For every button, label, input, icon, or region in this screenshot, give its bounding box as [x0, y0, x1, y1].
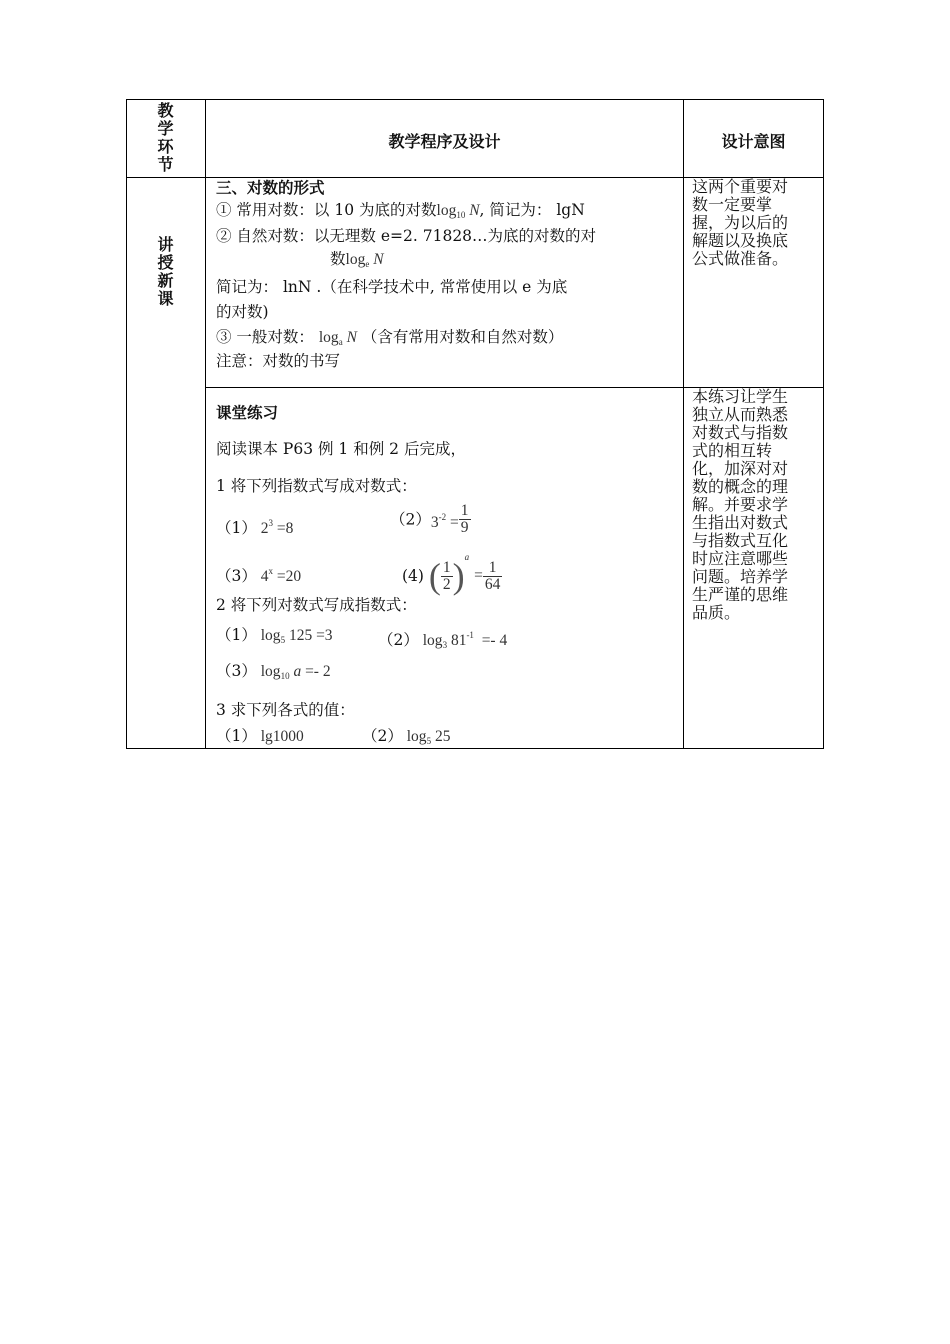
log: log — [260, 663, 281, 680]
log: log — [260, 627, 281, 644]
text: lgN — [556, 201, 585, 219]
log-base: 10 — [280, 671, 290, 681]
log-base: 5 — [426, 736, 432, 746]
q2-item-3 — [216, 661, 331, 686]
numerator: 1 — [460, 502, 469, 519]
header-char: 教 — [157, 101, 174, 120]
denominator: 2 — [442, 575, 451, 593]
log-base: 3 — [442, 640, 448, 650]
q1-item-3 — [216, 561, 301, 587]
rhs: =8 — [276, 520, 294, 537]
math-expr — [257, 627, 333, 644]
header-char: 环 — [157, 137, 174, 156]
text: （含有常用对数和自然对数） — [361, 328, 564, 346]
math-expr — [257, 520, 294, 537]
general-log-line — [216, 327, 563, 352]
numerator: 1 — [483, 560, 503, 577]
argument: 81 — [450, 632, 467, 649]
border-top — [126, 99, 824, 100]
section-title: 三、对数的形式 — [216, 179, 325, 197]
log: log — [422, 632, 443, 649]
item-label: （3） — [216, 662, 257, 680]
border-left — [126, 99, 127, 749]
log-var: N — [346, 329, 357, 346]
rhs: =- 2 — [305, 663, 331, 680]
denominator: 9 — [460, 519, 469, 536]
log-base: e — [365, 259, 370, 269]
rhs: =- 4 — [481, 632, 508, 649]
note-line: 注意：对数的书写 — [216, 352, 341, 370]
header-char: 节 — [157, 155, 174, 174]
item-label: （1） — [216, 626, 257, 644]
exponent: 3 — [268, 518, 273, 528]
natural-log-line: ② 自然对数：以无理数 e=2. 71828…为底的对数的对 — [216, 227, 597, 245]
q3-item-2 — [362, 726, 450, 751]
item-label: （1） — [216, 519, 257, 537]
log: log — [318, 329, 339, 346]
exponent: x — [268, 566, 273, 576]
log: log — [345, 251, 366, 268]
argument: 25 — [434, 728, 451, 745]
abbrev-line-2: 的对数) — [216, 303, 269, 321]
fraction — [483, 560, 503, 593]
math-expr — [257, 728, 304, 745]
question-1: 1 将下列指数式写成对数式： — [216, 477, 417, 495]
q1-item-1 — [216, 513, 293, 539]
q3-item-1 — [216, 726, 304, 747]
abbrev-line — [216, 277, 567, 297]
header-stage-label — [126, 102, 205, 174]
log-base: 5 — [280, 635, 286, 645]
item-label: (4) — [402, 567, 424, 585]
exponent: -1 — [466, 630, 474, 640]
item-label: （3） — [216, 567, 257, 585]
text: 简记为： — [216, 278, 279, 296]
expr: lg1000 — [260, 728, 304, 745]
equals: = — [474, 567, 483, 584]
text: ① 常用对数：以 10 为底的对数 — [216, 201, 437, 219]
text: , 简记为： — [479, 201, 552, 219]
paren-left: ( — [428, 556, 441, 596]
rhs: 125 =3 — [288, 627, 333, 644]
base: 3 — [430, 513, 439, 531]
base: 2 — [260, 520, 269, 537]
numerator: 1 — [442, 558, 451, 576]
natural-log-line-2 — [330, 249, 384, 274]
log-var: N — [373, 251, 384, 268]
q1-item-4 — [402, 547, 502, 594]
header-intent: 设计意图 — [721, 132, 786, 151]
section-label-lecture — [126, 236, 205, 308]
equals: = — [450, 513, 459, 531]
divider-col2 — [683, 99, 684, 749]
log-expr — [319, 329, 357, 346]
section1-intent: 这两个重要对数一定要掌握，为以后的解题以及换底公式做准备。 — [692, 177, 789, 268]
log: log — [436, 202, 457, 219]
section-char: 新 — [157, 271, 174, 290]
question-2: 2 将下列对数式写成指数式： — [216, 596, 417, 614]
question-3: 3 求下列各式的值： — [216, 701, 355, 719]
section2-intent: 本练习让学生独立从而熟悉对数式与指数式的相互转化，加深对对数的概念的理解。并要求学生指出对数式与指数式互化时应注意哪些问题。培养学生严谨的思维品质。 — [692, 387, 789, 622]
q2-item-2 — [378, 625, 507, 655]
item-label: （2） — [378, 631, 419, 649]
log: log — [406, 728, 427, 745]
item-label: （1） — [216, 727, 257, 745]
denominator: 64 — [484, 575, 501, 593]
paren-right: ) — [452, 556, 465, 596]
math-expr — [419, 632, 507, 649]
border-bottom — [126, 748, 824, 749]
rhs: =20 — [276, 568, 302, 585]
text: ③ 一般对数： — [216, 328, 314, 346]
math-expr — [403, 728, 451, 745]
item-label: （2） — [362, 727, 403, 745]
log-base: 10 — [456, 210, 466, 220]
common-log-line — [216, 200, 585, 225]
section-char: 授 — [157, 253, 174, 272]
log-expr — [346, 251, 384, 268]
log-base: a — [338, 337, 343, 347]
base: 4 — [260, 568, 269, 585]
practice-title: 课堂练习 — [216, 404, 279, 422]
divider-col1 — [205, 99, 206, 749]
fraction — [459, 503, 471, 536]
math-expr — [430, 511, 459, 531]
exponent: a — [464, 552, 470, 562]
header-char: 学 — [157, 119, 174, 138]
q1-item-2 — [390, 503, 471, 536]
math-expr — [257, 568, 301, 585]
item-label: （2） — [390, 510, 431, 529]
exponent: -2 — [438, 511, 447, 522]
text: .（在科学技术中, 常常使用以 e 为底 — [316, 278, 568, 296]
section-char: 课 — [157, 289, 174, 308]
text: lnN — [282, 278, 312, 296]
practice-intro: 阅读课本 P63 例 1 和例 2 后完成， — [216, 440, 466, 458]
border-right — [823, 99, 824, 749]
q2-item-1 — [216, 625, 333, 650]
math-expr — [257, 663, 331, 680]
log-var: N — [469, 202, 480, 219]
fraction — [441, 560, 453, 593]
header-procedure: 教学程序及设计 — [388, 132, 501, 151]
section-char: 讲 — [157, 235, 174, 254]
text: 数 — [330, 250, 346, 268]
log-var: a — [293, 663, 302, 680]
log-expr — [437, 202, 480, 219]
